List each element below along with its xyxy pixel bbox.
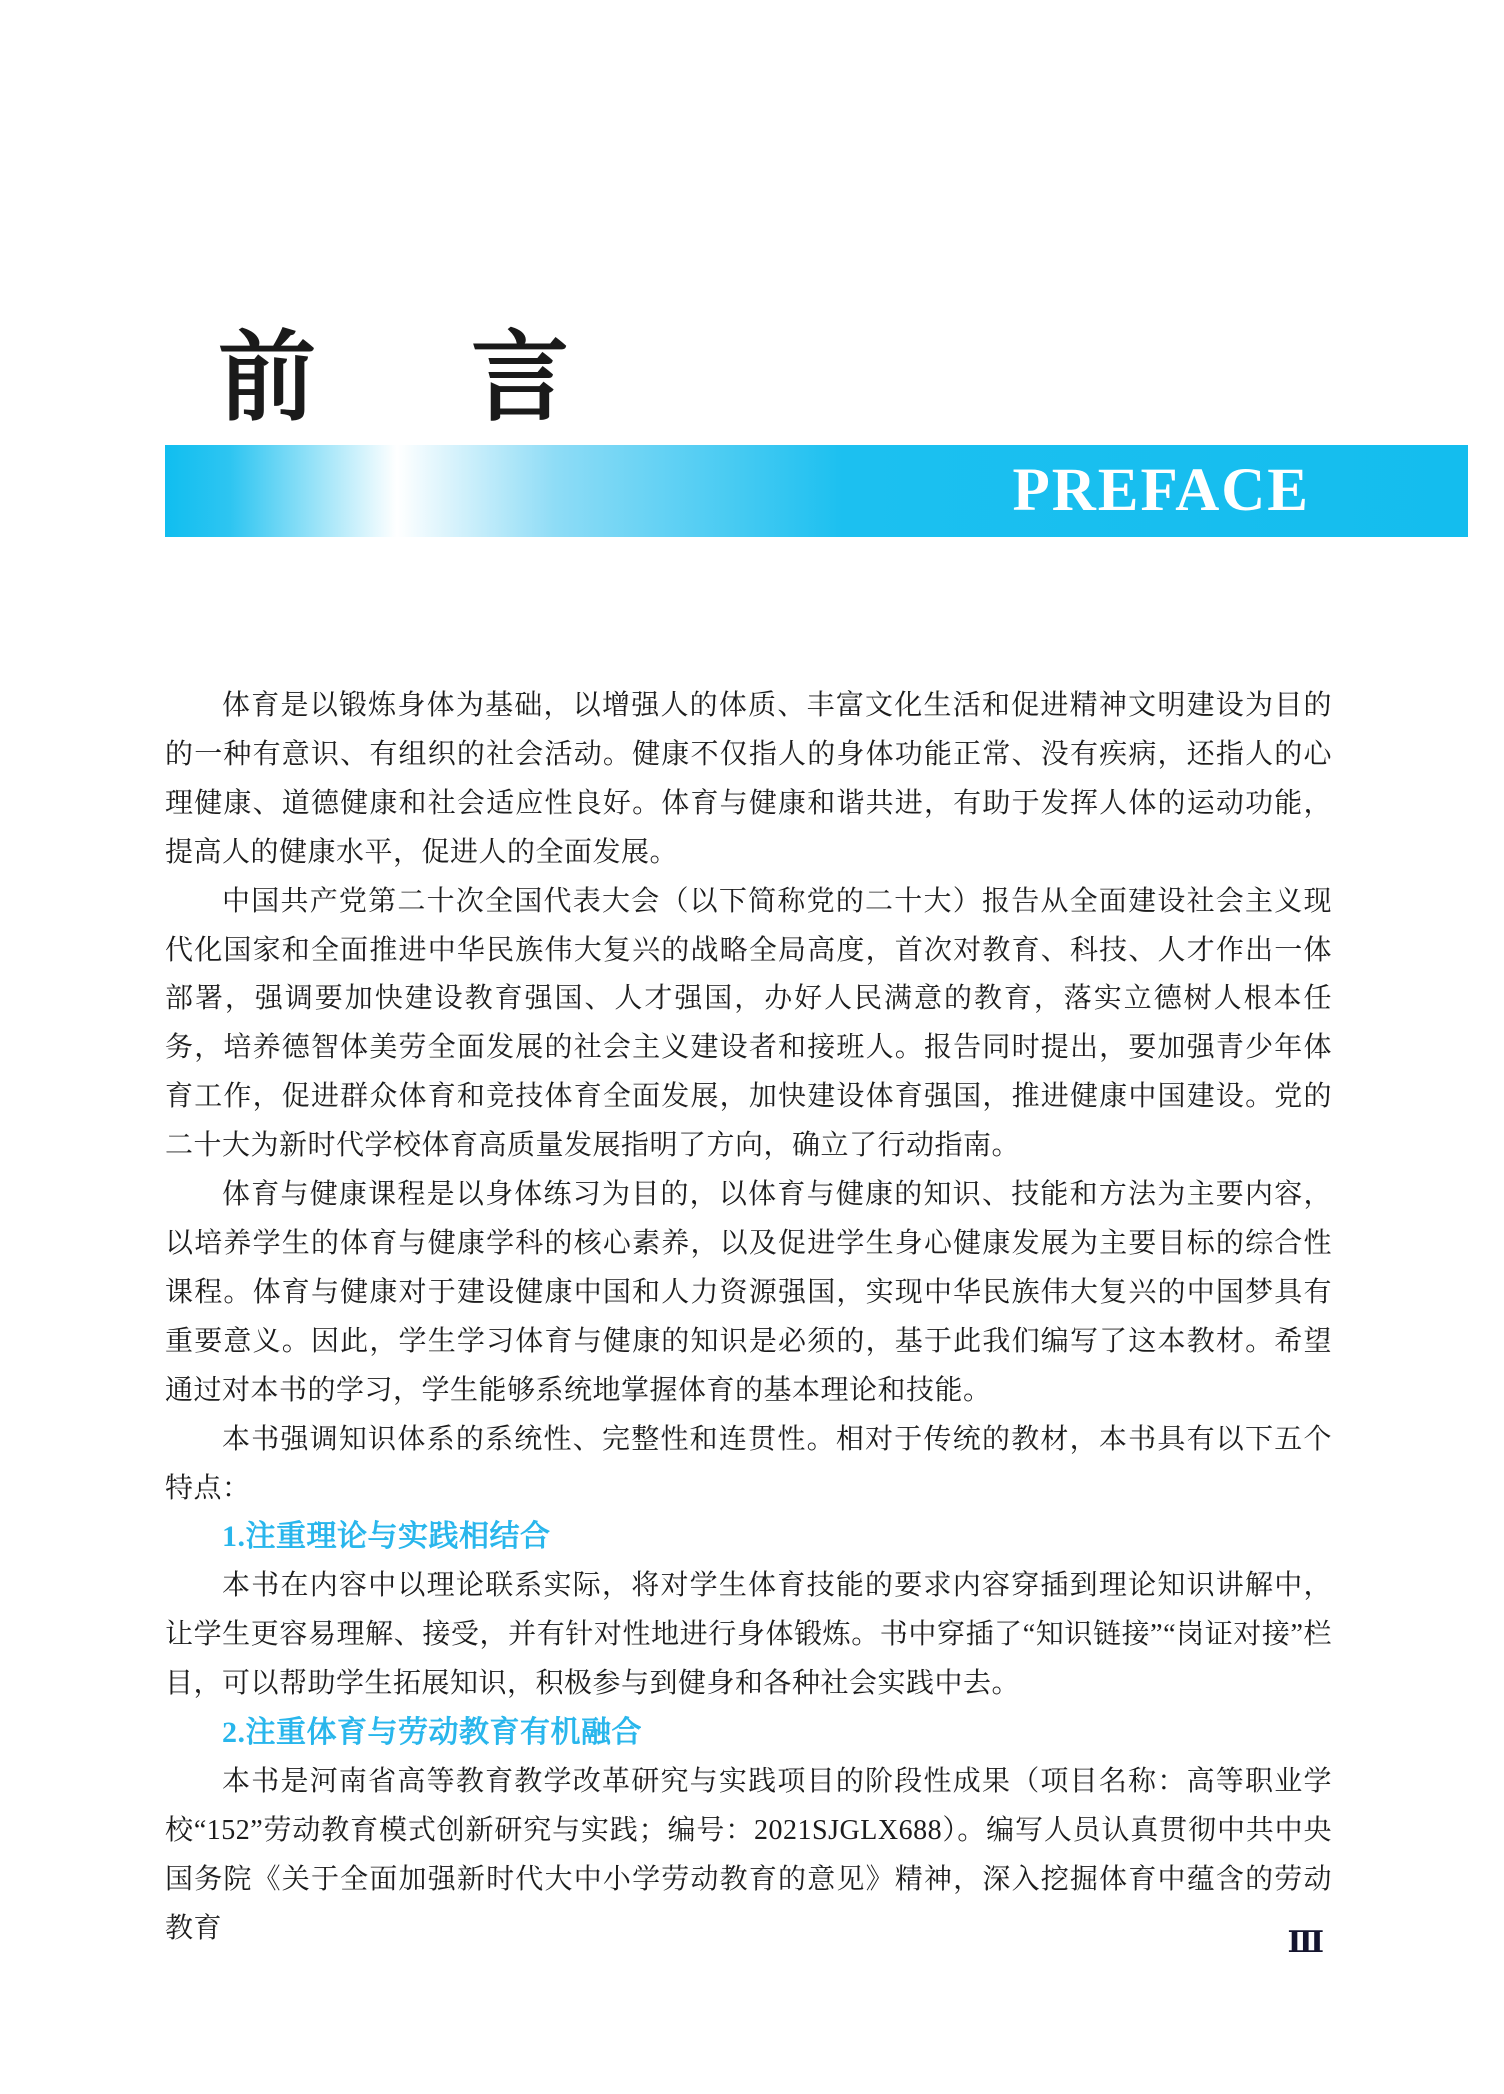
preface-banner: [165, 445, 1468, 537]
title-char-second: 言: [471, 325, 570, 433]
paragraph: 本书在内容中以理论联系实际，将对学生体育技能的要求内容穿插到理论知识讲解中，让学生更容易理解、接受，并有针对性地进行身体锻炼。书中穿插了“知识链接”“岗证对接”栏目，可以帮助学生拓展知识，积极参与到健身和各种社会实践中去。: [165, 1570, 1332, 1700]
title-char-first: 前: [218, 325, 317, 433]
feature-heading: 1.注重理论与实践相结合: [222, 1520, 551, 1554]
paragraph: 中国共产党第二十次全国代表大会（以下简称党的二十大）报告从全面建设社会主义现代化国家和全面推进中华民族伟大复兴的战略全局高度，首次对教育、科技、人才作出一体部署，强调要加快建设教育强国、人才强国，办好人民满意的教育，落实立德树人根本任务，培养德智体美劳全面发展的社会主义建设者和接班人。报告同时提出，要加强青少年体育工作，促进群众体育和竞技体育全面发展，加快建设体育强国，推进健康中国建设。党的二十大为新时代学校体育高质量发展指明了方向，确立了行动指南。: [165, 885, 1332, 1162]
paragraph: 体育是以锻炼身体为基础，以增强人的体质、丰富文化生活和促进精神文明建设为目的的一种有意识、有组织的社会活动。健康不仅指人的身体功能正常、没有疾病，还指人的心理健康、道德健康和社会适应性良好。体育与健康和谐共进，有助于发挥人体的运动功能，提高人的健康水平，促进人的全面发展。: [165, 690, 1332, 868]
paragraph: 本书是河南省高等教育教学改革研究与实践项目的阶段性成果（项目名称：高等职业学校“152”劳动教育模式创新研究与实践；编号：2021SJGLX688）。编写人员认真贯彻中共中央国务院《关于全面加强新时代大中小学劳动教育的意见》精神，深入挖掘体育中蕴含的劳动教育: [165, 1765, 1332, 1944]
preface-banner-label: PREFACE: [1012, 457, 1310, 524]
page-number: Ⅲ: [1287, 1926, 1324, 1959]
paragraph: 体育与健康课程是以身体练习为目的，以体育与健康的知识、技能和方法为主要内容，以培养学生的体育与健康学科的核心素养，以及促进学生身心健康发展为主要目标的综合性课程。体育与健康对于建设健康中国和人力资源强国，实现中华民族伟大复兴的中国梦具有重要意义。因此，学生学习体育与健康的知识是必须的，基于此我们编写了这本教材。希望通过对本书的学习，学生能够系统地掌握体育的基本理论和技能。: [165, 1179, 1332, 1406]
paragraph: 本书强调知识体系的系统性、完整性和连贯性。相对于传统的教材，本书具有以下五个特点：: [165, 1423, 1332, 1504]
feature-heading: 2.注重体育与劳动教育有机融合: [222, 1716, 642, 1750]
page-title: [218, 325, 570, 433]
body-text: [165, 682, 1332, 1954]
